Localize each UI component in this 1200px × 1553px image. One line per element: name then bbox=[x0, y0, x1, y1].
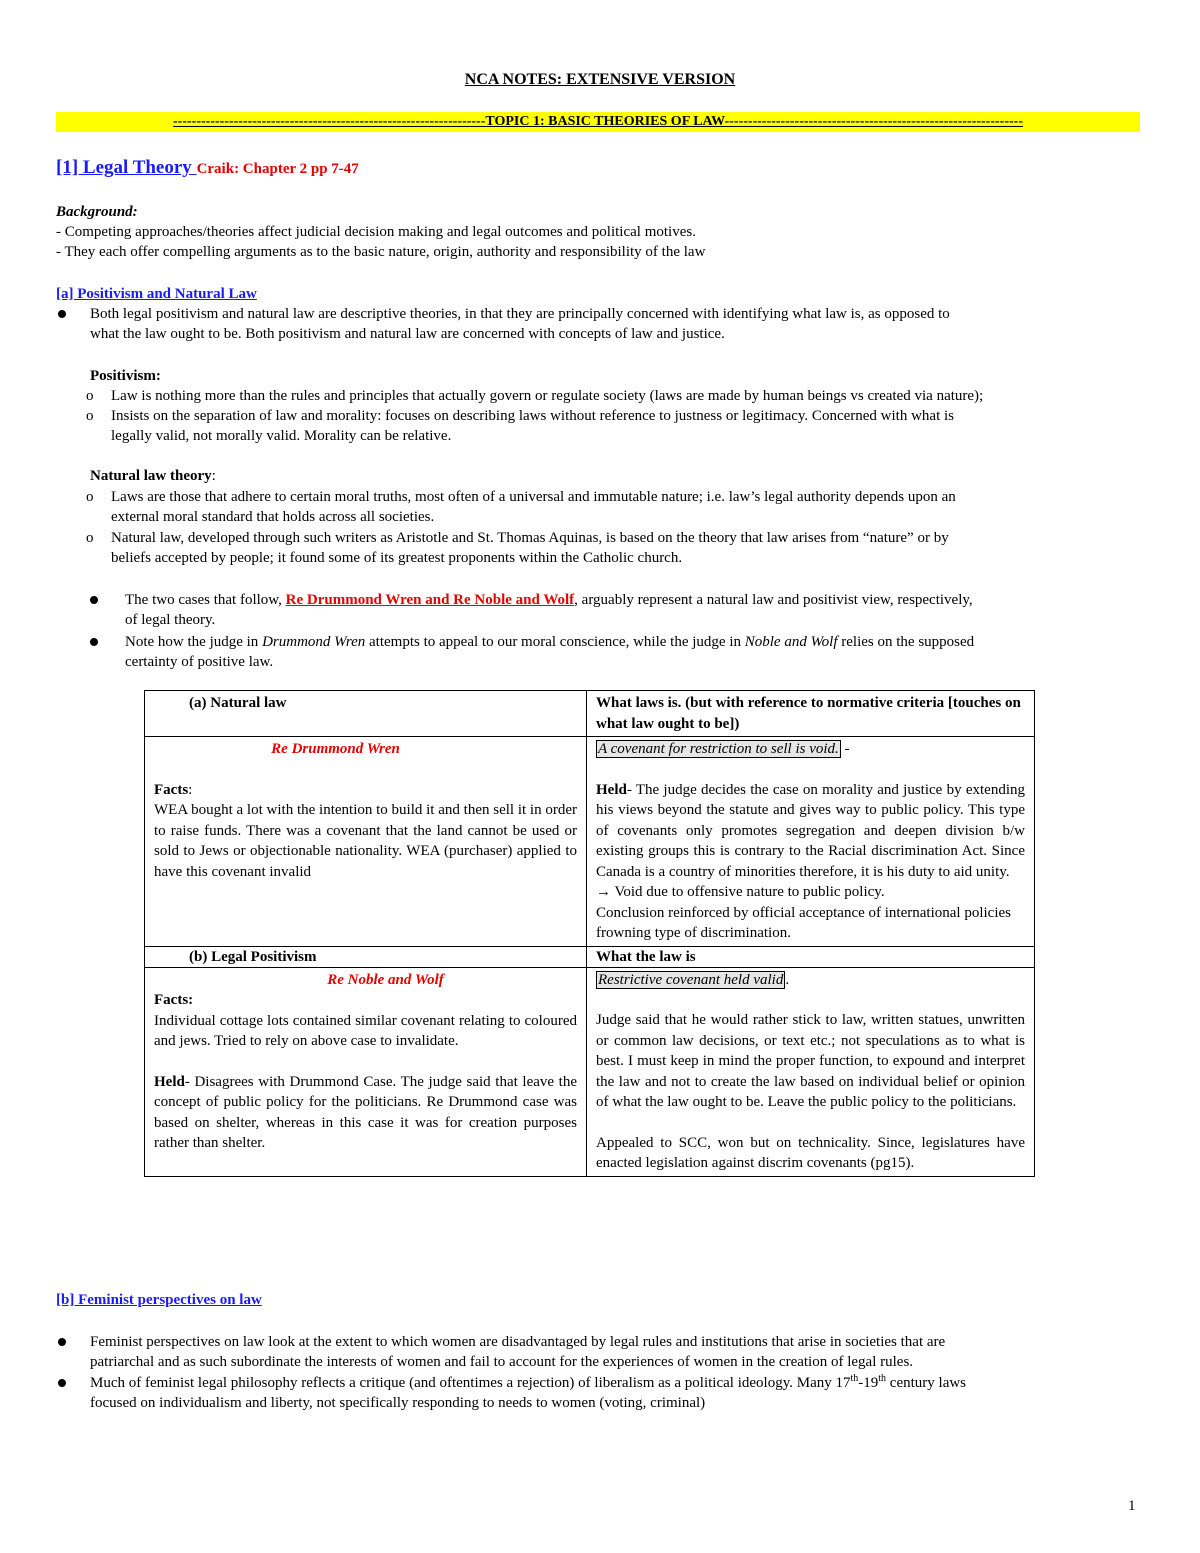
conclusion-text: Conclusion reinforced by official acceptance of international policies frowning type of discrimination. bbox=[596, 904, 1011, 941]
subsection-heading-positivism: [a] Positivism and Natural Law bbox=[56, 286, 257, 302]
table-cell-noble-wolf-facts bbox=[145, 967, 587, 1176]
holding-line bbox=[596, 970, 1025, 991]
paragraph-line: focused on individualism and liberty, not specifically responding to needs to women (voting, criminal) bbox=[90, 1395, 706, 1411]
bullet-icon bbox=[58, 1338, 66, 1346]
list-item: Law is nothing more than the rules and principles that actually govern or regulate society (laws are made by human beings vs created via nature); bbox=[111, 388, 984, 404]
facts-label-colon: : bbox=[188, 781, 193, 798]
circle-bullet-icon: o bbox=[86, 388, 94, 404]
text-run: relies on the supposed bbox=[837, 634, 975, 650]
page-number: 1 bbox=[1128, 1498, 1136, 1514]
table-cell-drummond-wren-held bbox=[587, 737, 1035, 947]
natural-law-label bbox=[90, 466, 216, 486]
facts-label-text: Facts bbox=[154, 781, 189, 798]
boxed-holding: A covenant for restriction to sell is void. bbox=[598, 741, 839, 757]
table-cell-noble-wolf-held bbox=[587, 967, 1035, 1176]
paragraph-line: Feminist perspectives on law look at the extent to which women are disadvantaged by legal rules and institutions that arise in societies that are bbox=[90, 1334, 946, 1350]
table-cell-drummond-wren-facts bbox=[145, 737, 587, 947]
case-name: Drummond Wren bbox=[262, 634, 366, 650]
text-run: - bbox=[840, 741, 850, 757]
held-text bbox=[596, 780, 1025, 883]
paragraph-line bbox=[125, 590, 973, 610]
natural-law-label-colon: : bbox=[211, 468, 216, 484]
text-run: The two cases that follow, bbox=[125, 592, 286, 608]
held-body: - Disagrees with Drummond Case. The judge said that leave the concept of public policy for the politicians. Re Drummond case was based on shelter, whereas in this case it was for creation purposes rather than shelter. bbox=[154, 1073, 577, 1151]
appeal-text: Appealed to SCC, won but on technicality. Since, legislatures have enacted legislation against discrim covenants (pg15). bbox=[596, 1134, 1025, 1171]
circle-bullet-icon: o bbox=[86, 408, 94, 424]
case-name: Noble and Wolf bbox=[744, 634, 838, 650]
holding-line bbox=[596, 739, 1025, 760]
document-title: NCA NOTES: EXTENSIVE VERSION bbox=[464, 71, 736, 88]
table-cell-natural-law-header: (a) Natural law bbox=[145, 691, 587, 737]
table-row bbox=[145, 967, 1035, 1176]
subsection-heading-feminist: [b] Feminist perspectives on law bbox=[56, 1292, 262, 1308]
text-run: Note how the judge in bbox=[125, 634, 263, 650]
list-item: Insists on the separation of law and morality: focuses on describing laws without reference to justness or legitimacy. Concerned with what is bbox=[111, 408, 954, 424]
text-run: -19 bbox=[858, 1375, 879, 1391]
table-cell-what-the-law-is: What the law is bbox=[587, 946, 1035, 967]
case-title-noble-wolf: Re Noble and Wolf bbox=[327, 971, 444, 988]
bullet-icon bbox=[58, 1379, 66, 1387]
cases-table bbox=[144, 690, 1035, 1177]
held-label: Held bbox=[596, 781, 627, 798]
section-heading-text: [1] Legal Theory bbox=[56, 157, 197, 178]
text-run: , arguably represent a natural law and positivist view, respectively, bbox=[574, 592, 973, 608]
held-text bbox=[154, 1072, 577, 1154]
case-title-drummond-wren: Re Drummond Wren bbox=[271, 741, 400, 757]
held-body: - The judge decides the case on morality and justice by extending his views beyond the statute and gives way to public policy. This type of covenants only promotes segregation and deepen division b/w existing groups this is contrary to the Racial discrimination Act. Since Canada is a country of minorities therefore, it is his duty to aid unity. bbox=[596, 781, 1025, 880]
table-row bbox=[145, 946, 1035, 967]
superscript: th bbox=[878, 1373, 887, 1384]
boxed-holding: Restrictive covenant held valid bbox=[598, 971, 784, 988]
positivism-label: Positivism: bbox=[90, 368, 161, 384]
list-item-continuation: beliefs accepted by people; it found some of its greatest proponents within the Catholic church. bbox=[111, 550, 683, 566]
facts-label bbox=[154, 780, 577, 801]
judge-text: Judge said that he would rather stick to law, written statues, unwritten or common law decisions, or text etc.; not speculations as to what is best. I must keep in mind the proper function, to expound and interpret the law and not to create the law based on individual belief or opinion of what the law ought to be. Leave the public policy to the politicians. bbox=[596, 1012, 1025, 1110]
text-run: attempts to appeal to our moral conscience, while the judge in bbox=[365, 634, 745, 650]
paragraph-line bbox=[125, 632, 974, 652]
paragraph-line: certainty of positive law. bbox=[125, 654, 274, 670]
text-run: Much of feminist legal philosophy reflects a critique (and oftentimes a rejection) of liberalism as a political ideology. Many 17 bbox=[90, 1375, 851, 1391]
table-cell-what-laws-is: What laws is. (but with reference to normative criteria [touches on what law ought to be]) bbox=[587, 691, 1035, 737]
bullet-icon bbox=[58, 310, 66, 318]
table-cell-legal-positivism-header: (b) Legal Positivism bbox=[145, 946, 587, 967]
topic-heading-bar: -------------------------------------------------------------------TOPIC 1: BASIC THEORIES OF LAW---------------------------------------------------------------- bbox=[56, 112, 1140, 132]
section-heading-legal-theory bbox=[56, 158, 359, 179]
table-row bbox=[145, 691, 1035, 737]
bullet-icon bbox=[90, 638, 98, 646]
paragraph-line: of legal theory. bbox=[125, 612, 216, 628]
list-item: Natural law, developed through such writers as Aristotle and St. Thomas Aquinas, is based on the theory that law arises from “nature” or by bbox=[111, 530, 949, 546]
held-label: Held bbox=[154, 1073, 185, 1090]
paragraph-line bbox=[90, 1373, 966, 1393]
list-item-continuation: external moral standard that holds across all societies. bbox=[111, 509, 435, 525]
paragraph-line: what the law ought to be. Both positivism and natural law are concerned with concepts of law and justice. bbox=[90, 326, 725, 342]
background-label: Background: bbox=[56, 204, 138, 220]
case-names: Re Drummond Wren and Re Noble and Wolf bbox=[285, 592, 575, 608]
section-reference: Craik: Chapter 2 pp 7-47 bbox=[196, 161, 359, 177]
table-row bbox=[145, 737, 1035, 947]
void-line: → Void due to offensive nature to public policy. bbox=[596, 884, 885, 900]
list-item: Laws are those that adhere to certain moral truths, most often of a universal and immutable nature; i.e. law’s legal authority depends upon an bbox=[111, 489, 956, 505]
facts-text: WEA bought a lot with the intention to build it and then sell it in order to raise funds. There was a covenant that the land cannot be used or sold to Jews or objectionable nationality. WEA (purchaser) applied to have this covenant invalid bbox=[154, 802, 577, 880]
natural-law-label-text: Natural law theory bbox=[90, 468, 212, 484]
text-run: . bbox=[785, 971, 790, 988]
superscript: th bbox=[850, 1373, 859, 1384]
paragraph-line: Both legal positivism and natural law are descriptive theories, in that they are principally concerned with identifying what law is, as opposed to bbox=[90, 306, 950, 322]
background-line: - Competing approaches/theories affect judicial decision making and legal outcomes and political motives. bbox=[56, 224, 696, 240]
facts-label: Facts: bbox=[154, 992, 194, 1008]
list-item-continuation: legally valid, not morally valid. Morality can be relative. bbox=[111, 428, 452, 444]
bullet-icon bbox=[90, 596, 98, 604]
background-line: - They each offer compelling arguments as to the basic nature, origin, authority and responsibility of the law bbox=[56, 244, 706, 260]
paragraph-line: patriarchal and as such subordinate the interests of women and fail to account for the experiences of women in the creation of legal rules. bbox=[90, 1354, 914, 1370]
circle-bullet-icon: o bbox=[86, 530, 94, 546]
facts-text: Individual cottage lots contained similar covenant relating to coloured and jews. Tried to rely on above case to invalidate. bbox=[154, 1012, 577, 1049]
circle-bullet-icon: o bbox=[86, 489, 94, 505]
text-run: century laws bbox=[886, 1375, 967, 1391]
